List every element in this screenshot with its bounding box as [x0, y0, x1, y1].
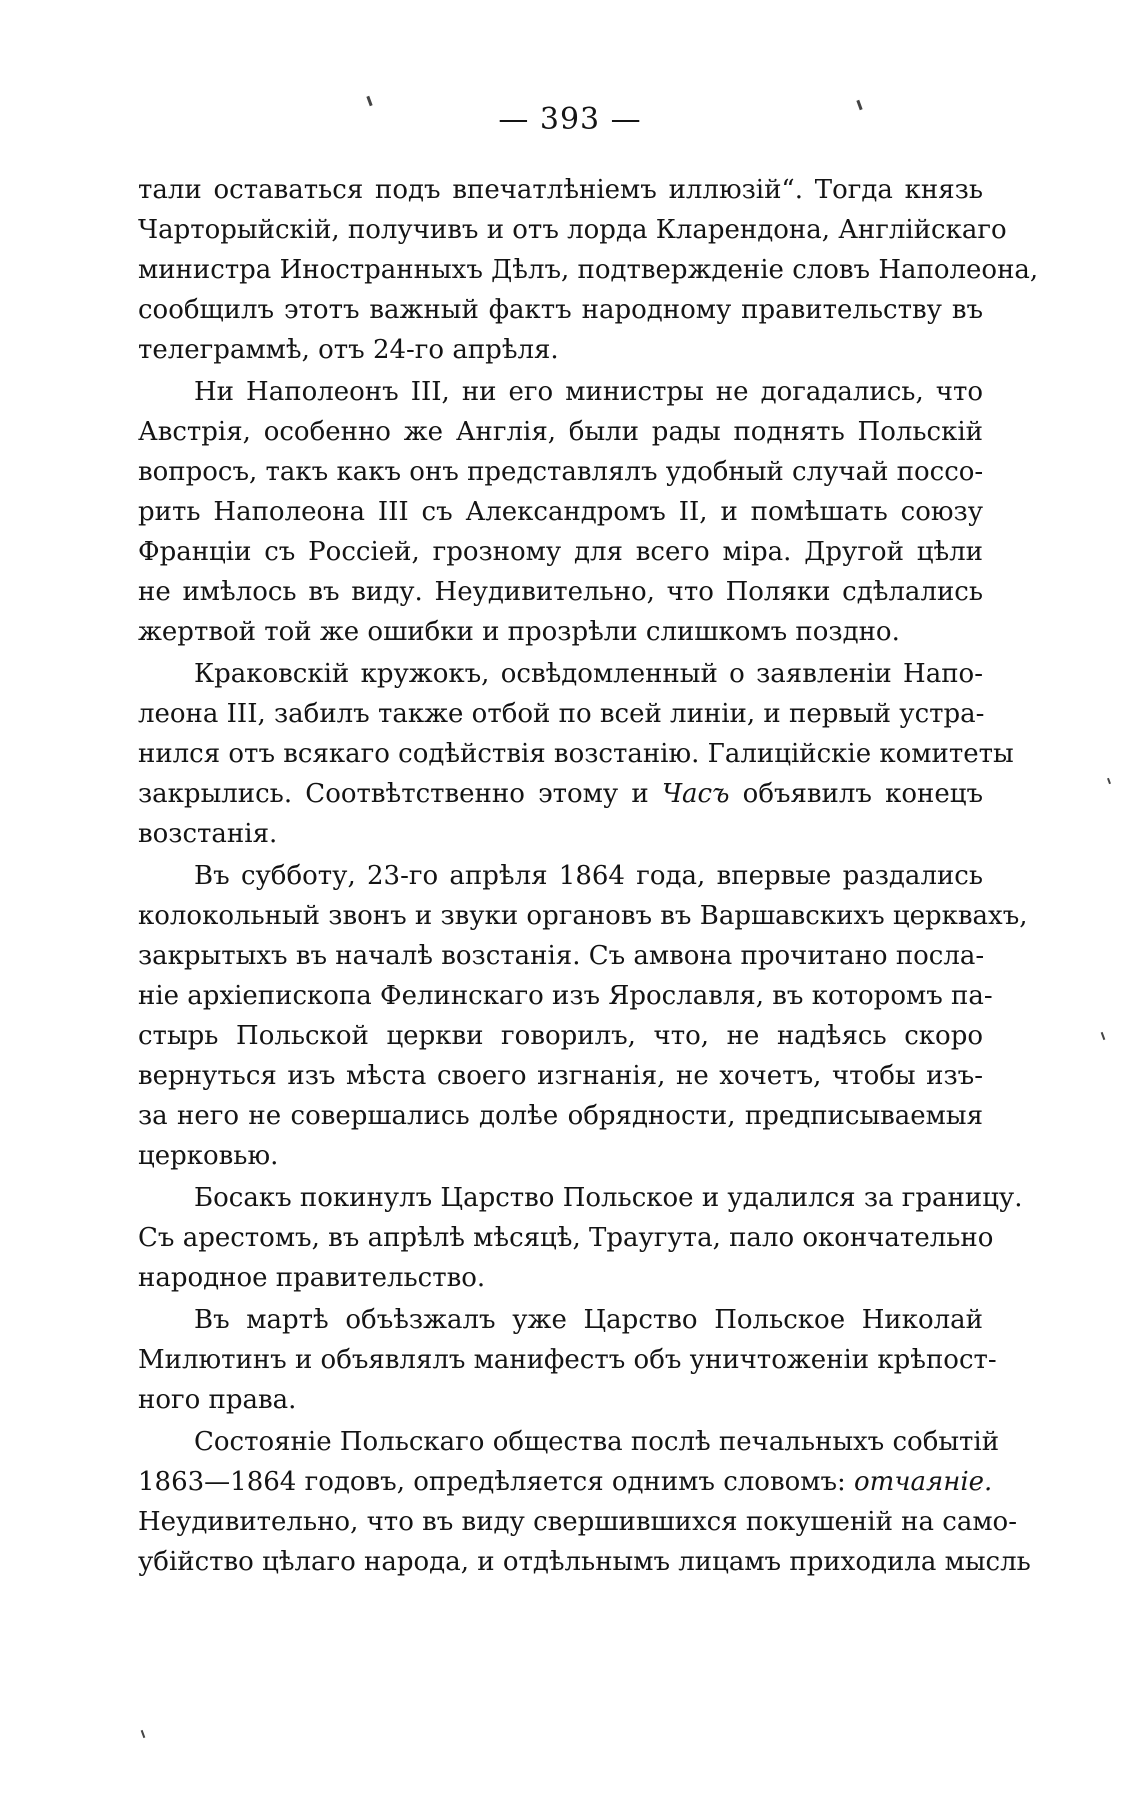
text-line: нился отъ всякаго содѣйствія возстанію. Галиційскіе комитеты — [138, 739, 1014, 769]
italic-word-otchayanie: отчаяніе. — [854, 1467, 993, 1497]
paragraph-5 — [138, 1178, 1023, 1298]
text-line: ніе архіепископа Фелинскаго изъ Ярославля, въ которомъ па- — [138, 981, 993, 1011]
text-line: леона III, забилъ также отбой по всей линіи, и первый устра- — [138, 699, 985, 729]
body-text — [138, 170, 1039, 1582]
text-line: телеграммѣ, отъ 24-го апрѣля. — [138, 335, 559, 365]
text-line: Австрія, особенно же Англія, были рады поднять Польскій — [138, 417, 983, 447]
scan-speck — [1101, 1032, 1106, 1040]
text-line-with-italic — [138, 1462, 993, 1502]
text-line: Съ арестомъ, въ апрѣлѣ мѣсяцѣ, Траугута, пало окончательно — [138, 1223, 994, 1253]
text-line: не имѣлось въ виду. Неудивительно, что Поляки сдѣлались — [138, 577, 983, 607]
text-line: Ни Наполеонъ III, ни его министры не догадались, что — [194, 377, 983, 407]
text-line: Въ мартѣ объѣзжалъ уже Царство Польское Николай — [194, 1305, 983, 1335]
paragraph-6 — [138, 1300, 997, 1420]
scan-speck — [141, 1730, 146, 1738]
text-line: Милютинъ и объявлялъ манифестъ объ уничтоженіи крѣпост- — [138, 1345, 997, 1375]
text-line: ного права. — [138, 1385, 297, 1415]
text-line: закрытыхъ въ началѣ возстанія. Съ амвона прочитано посла- — [138, 941, 985, 971]
text-segment: объявилъ конецъ — [742, 779, 984, 809]
italic-title-chas: Часъ — [661, 779, 730, 809]
text-line: народное правительство. — [138, 1263, 486, 1293]
scan-speck — [1107, 778, 1111, 784]
text-line: стырь Польской церкви говорилъ, что, не надѣясь скоро — [138, 1021, 983, 1051]
paragraph-7 — [138, 1422, 1031, 1582]
text-line: Въ субботу, 23-го апрѣля 1864 года, впервые раздались — [194, 861, 983, 891]
text-line: Чарторыйскій, получивъ и отъ лорда Кларендона, Англійскаго — [138, 215, 1007, 245]
paragraph-3 — [138, 654, 1014, 854]
text-line: вопросъ, такъ какъ онъ представлялъ удобный случай поссо- — [138, 457, 984, 487]
text-line: Босакъ покинулъ Царство Польское и удалился за границу. — [194, 1183, 1023, 1213]
text-line: рить Наполеона III съ Александромъ II, и помѣшать союзу — [138, 497, 983, 527]
text-line: за него не совершались долѣе обрядности, предписываемыя — [138, 1101, 983, 1131]
text-line: убійство цѣлаго народа, и отдѣльнымъ лицамъ приходила мысль — [138, 1547, 1031, 1577]
page-number: — 393 — — [498, 102, 642, 137]
text-line: Франціи съ Россіей, грозному для всего міра. Другой цѣли — [138, 537, 983, 567]
text-segment: закрылись. Соотвѣтственно этому и — [138, 779, 649, 809]
paragraph-2 — [138, 372, 983, 652]
text-segment: 1863—1864 годовъ, опредѣляется однимъ словомъ: — [138, 1467, 846, 1497]
text-line: министра Иностранныхъ Дѣлъ, подтвержденіе словъ Наполеона, — [138, 255, 1039, 285]
text-line-with-italic — [138, 774, 983, 814]
text-line: вернуться изъ мѣста своего изгнанія, не хочетъ, чтобы изъ- — [138, 1061, 983, 1091]
text-line: церковью. — [138, 1141, 279, 1171]
text-line: Краковскій кружокъ, освѣдомленный о заявленіи Напо- — [194, 659, 983, 689]
text-line: возстанія. — [138, 819, 278, 849]
text-line: сообщилъ этотъ важный фактъ народному правительству въ — [138, 295, 983, 325]
text-line: колокольный звонъ и звуки органовъ въ Варшавскихъ церквахъ, — [138, 901, 1028, 931]
text-line: Неудивительно, что въ виду свершившихся покушеній на само- — [138, 1507, 1017, 1537]
text-line: жертвой той же ошибки и прозрѣли слишкомъ поздно. — [138, 617, 900, 647]
paragraph-4 — [138, 856, 1028, 1176]
text-line: Состояніе Польскаго общества послѣ печальныхъ событій — [194, 1427, 1000, 1457]
paragraph-1 — [138, 170, 1039, 370]
text-line: тали оставаться подъ впечатлѣніемъ иллюзій“. Тогда князь — [138, 175, 983, 205]
